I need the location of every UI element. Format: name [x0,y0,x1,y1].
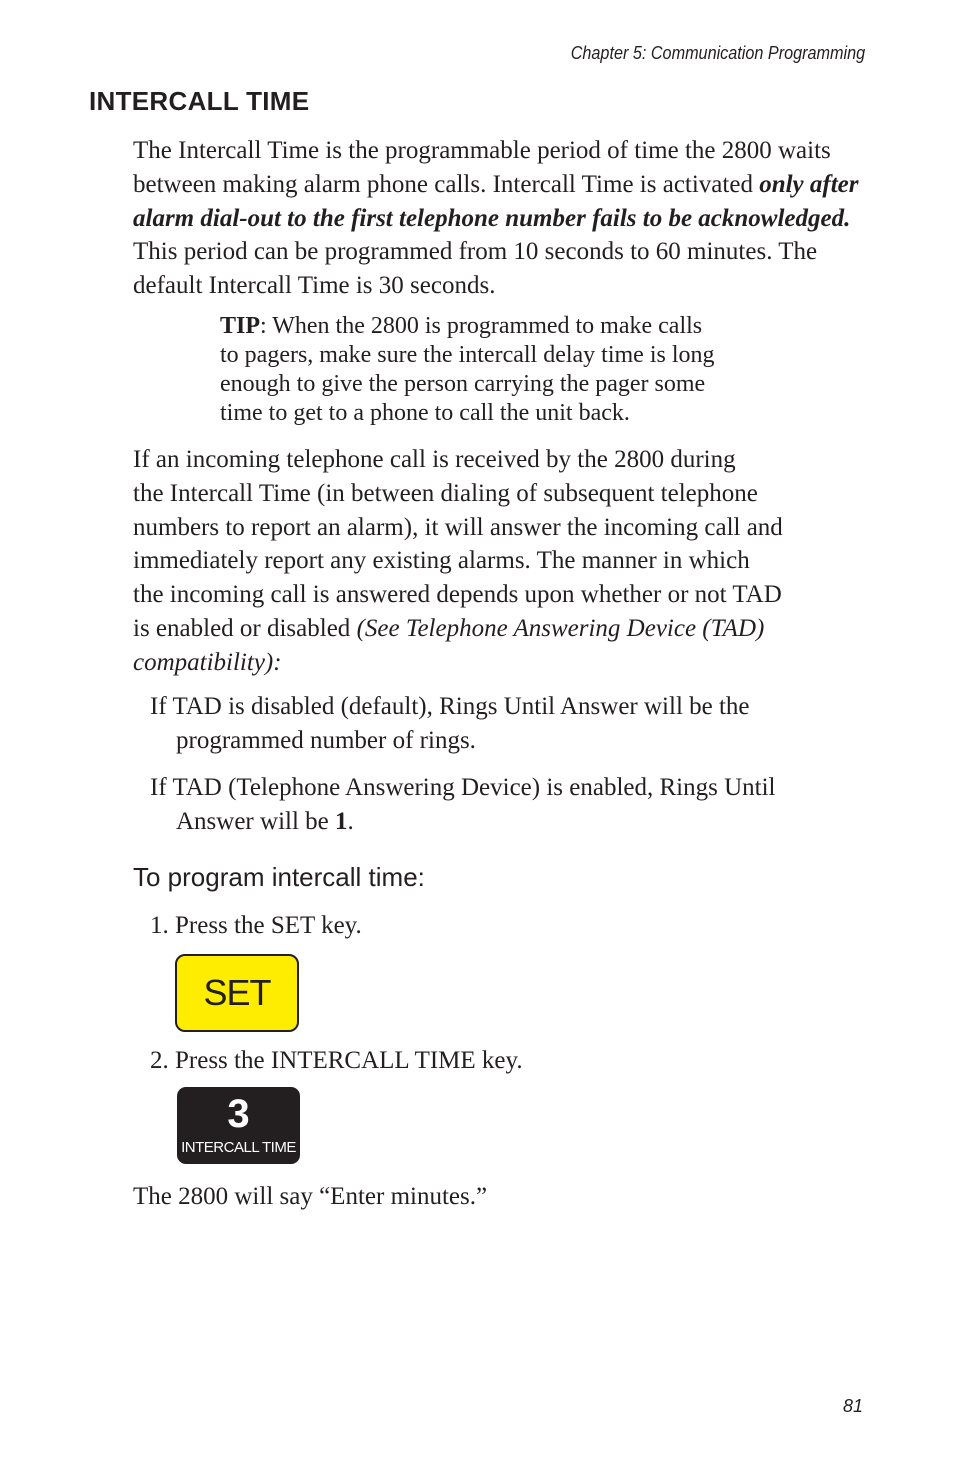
p2-line-6: is enabled or disabled (See Telephone Answering Device (TAD) [133,614,765,642]
incoming-call-paragraph [133,443,853,680]
tad-enabled-item: If TAD (Telephone Answering Device) is enabled, Rings Until Answer will be 1. [150,774,776,835]
p2-line-3: numbers to report an alarm), it will answer the incoming call and [133,513,783,541]
intro-text-a: The Intercall Time is the programmable period of time the 2800 waits between making alarm phone calls. Intercall Time is activated [133,137,831,198]
section-title: INTERCALL TIME [89,86,310,116]
tad-disabled-item: If TAD is disabled (default), Rings Until Answer will be the programmed number of rings. [150,693,750,754]
tip-line-3: enough to give the person carrying the pager some [220,371,706,397]
p2-line-2: the Intercall Time (in between dialing of subsequent telephone [133,479,758,507]
key-number: 3 [227,1092,250,1136]
p2-line-1: If an incoming telephone call is received by the 2800 during [133,446,736,473]
p2-line-4: immediately report any existing alarms. The manner in which [133,547,750,575]
page-number: 81 [842,1396,863,1416]
intro-text-c: This period can be programmed from 10 seconds to 60 minutes. The default Intercall Time is 30 seconds. [133,238,818,300]
intro-paragraph [133,134,873,303]
tip-label: TIP [220,313,261,339]
intro-emphasis: only after alarm dial-out to the first telephone number fails to be acknowledged. [133,170,859,232]
p2-line-7: compatibility): [133,648,282,676]
tip-box [220,312,820,428]
tip-line-1: TIP: When the 2800 is programmed to make calls [220,313,703,339]
intercall-time-key-image [177,1087,300,1164]
set-key-image: SET [175,954,299,1032]
p2-line-5: the incoming call is answered depends upon whether or not TAD [133,581,782,609]
tip-line-2: to pagers, make sure the intercall delay time is long [220,342,715,368]
procedure-heading: To program intercall time: [133,862,425,892]
cross-reference: (See Telephone Answering Device (TAD) [356,614,765,642]
step-1: 1. Press the SET key. [150,912,362,939]
running-header: Chapter 5: Communication Programming [570,43,865,63]
tip-line-4: time to get to a phone to call the unit back. [220,400,630,426]
step-2: 2. Press the INTERCALL TIME key. [150,1047,523,1074]
key-label: INTERCALL TIME [181,1139,296,1156]
result-text: The 2800 will say “Enter minutes.” [133,1183,488,1210]
